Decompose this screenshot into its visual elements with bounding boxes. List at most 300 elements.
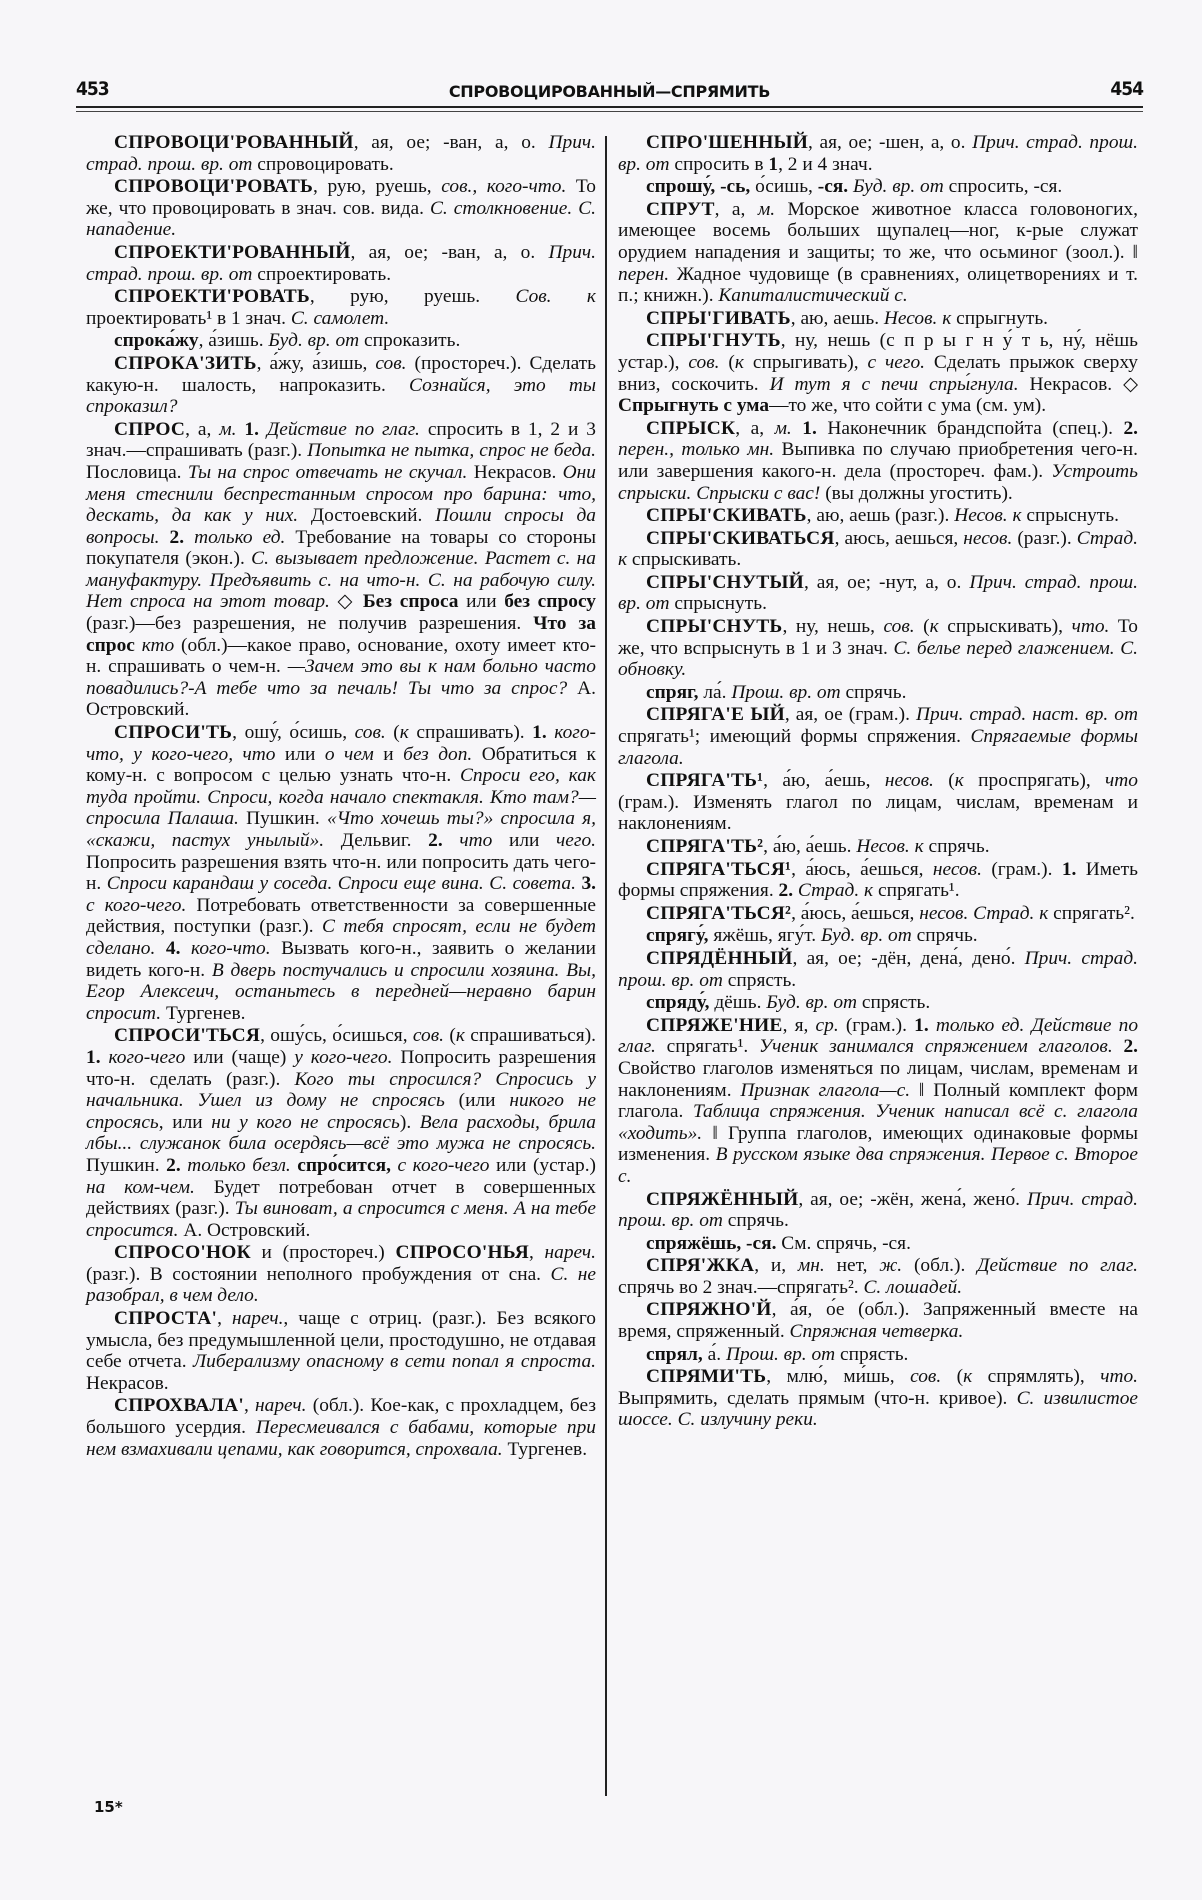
dictionary-entry bbox=[618, 903, 1138, 925]
entry-text: спрыскивать), bbox=[938, 616, 1072, 638]
entry-headword: СПРЯГА'Е ЫЙ bbox=[646, 704, 785, 726]
entry-text: Достоевский. bbox=[298, 505, 436, 527]
entry-headword: СПРЯЖЁННЫЙ bbox=[646, 1188, 799, 1210]
entry-text: Пушкин. bbox=[86, 1154, 167, 1176]
entry-text: Спроси карандаш у соседа. Спроси еще вина. С. совета. bbox=[106, 873, 576, 895]
entry-text: м. bbox=[774, 417, 792, 439]
dictionary-entry bbox=[618, 1299, 1138, 1342]
dictionary-entry bbox=[618, 132, 1138, 175]
entry-text: ( bbox=[914, 616, 930, 638]
entry-headword: СПРОСТА' bbox=[114, 1308, 218, 1330]
entry-text: Спряжная четверка. bbox=[789, 1321, 964, 1343]
entry-text: нареч. bbox=[544, 1242, 596, 1264]
entry-text: , ну, нешь, bbox=[782, 616, 884, 638]
entry-headword: СПРО'ШЕННЫЙ bbox=[646, 132, 809, 153]
printer-signature: 15* bbox=[94, 1798, 123, 1816]
dictionary-entry bbox=[618, 1233, 1138, 1255]
entry-text: Жадное чудовище (в сравнениях, олицетворениях и т. п.; книжн.). bbox=[618, 263, 1138, 307]
entry-text: спрошу́, -сь, bbox=[646, 176, 751, 198]
entry-headword: СПРЯГА'ТЬ² bbox=[646, 836, 764, 857]
entry-headword: СПРЫ'СКИВАТЬ bbox=[646, 505, 807, 527]
entry-text: 1. bbox=[532, 722, 555, 744]
entry-text: сов. bbox=[375, 352, 407, 374]
entry-text: Несов. к bbox=[954, 505, 1022, 527]
dictionary-entry bbox=[618, 859, 1138, 902]
entry-text: (грам.). bbox=[838, 1014, 915, 1036]
entry-headword: СПРОСО'НОК bbox=[114, 1242, 251, 1264]
entry-text: спрягать¹. bbox=[655, 1036, 760, 1058]
entry-text: м. bbox=[219, 418, 237, 440]
dictionary-entry bbox=[618, 308, 1138, 330]
entry-headword: СПРЫ'СНУТЬ bbox=[646, 616, 783, 638]
entry-text: С. столкновение. С. нападение. bbox=[86, 197, 596, 241]
entry-text: А. Островский. bbox=[178, 1219, 311, 1241]
entry-text: Сознайся, это ты спроказил? bbox=[86, 374, 596, 418]
entry-text: ж. bbox=[879, 1255, 903, 1277]
entry-text: Буд. вр. от bbox=[821, 925, 912, 947]
entry-text: спрячь. bbox=[722, 1210, 789, 1232]
entry-text: сов. bbox=[910, 1366, 942, 1388]
entry-text: , и, bbox=[754, 1255, 798, 1277]
entry-text: спрячь. bbox=[911, 925, 978, 947]
entry-text: (обл.). Кое-как, с прохладцем, без большого усердия. bbox=[86, 1395, 596, 1439]
dictionary-entry bbox=[618, 199, 1138, 307]
page-header bbox=[76, 74, 1143, 114]
entry-text: Несов. к bbox=[883, 307, 952, 329]
entry-text: А. Островский. bbox=[86, 677, 596, 721]
entry-text: Иметь формы спряжения. bbox=[618, 858, 1138, 902]
entry-text: сов. bbox=[688, 351, 720, 373]
entry-text: никого не спросясь bbox=[86, 1090, 596, 1133]
entry-text: спросить в bbox=[669, 153, 769, 175]
entry-headword: СПРОЕКТИ'РОВАТЬ bbox=[114, 286, 310, 308]
entry-text: спрягать². bbox=[1048, 902, 1135, 924]
entry-text: м. bbox=[757, 198, 776, 220]
entry-text: (грам.). Изменять глагол по лицам, числам, временам и наклонениям. bbox=[618, 791, 1138, 835]
entry-text: , ая, ое; -шен, а, о. bbox=[808, 132, 973, 153]
entry-text: Некрасов. ◇ bbox=[1018, 373, 1138, 395]
entry-headword: СПРЫ'ГИВАТЬ bbox=[646, 307, 791, 329]
entry-text: Дельвиг. bbox=[324, 830, 429, 851]
entry-text: Спроси его, как туда пройти. Спроси, когда начало спектакля. Кто там?—спросила Палаша. bbox=[86, 765, 596, 830]
entry-text: только ед. bbox=[194, 526, 286, 548]
entry-text: Признак глагола—с. bbox=[740, 1079, 911, 1101]
entry-text: кого-что, у кого-чего, что bbox=[86, 722, 597, 765]
entry-text: или (устар.) bbox=[489, 1154, 597, 1176]
dictionary-entry bbox=[618, 992, 1138, 1014]
entry-text: ( bbox=[444, 1025, 456, 1047]
entry-text: у кого-чего. bbox=[294, 1046, 393, 1068]
entry-text: Тургенев. bbox=[502, 1438, 588, 1460]
dictionary-entry bbox=[86, 242, 596, 285]
dictionary-entry bbox=[86, 1308, 596, 1394]
entry-text: (простореч.). Сделать какую-н. шалость, напроказить. bbox=[86, 352, 596, 396]
dictionary-entry bbox=[618, 770, 1138, 835]
entry-text: , а́я, о́е (обл.). Запряженный вместе на время, спряженный. bbox=[618, 1299, 1138, 1343]
entry-text: , ну, нешь (с п р ы г н у́ т ь, ну́, нёшь устар.), bbox=[618, 330, 1138, 373]
dictionary-entry bbox=[86, 722, 596, 1024]
entry-text: с кого-чего. bbox=[86, 894, 187, 916]
entry-text: с чего. bbox=[867, 351, 925, 373]
entry-text: Прич. страд. прош. вр. от bbox=[618, 947, 1138, 991]
dictionary-entry bbox=[618, 925, 1138, 947]
entry-text: спрячь. bbox=[923, 836, 990, 857]
entry-text: 1 bbox=[768, 153, 779, 175]
entry-text: —то же, что сойти с ума (см. ум). bbox=[769, 395, 1047, 417]
entry-text: 2. bbox=[428, 830, 460, 851]
dictionary-entry bbox=[86, 1395, 596, 1460]
entry-text: , bbox=[528, 1242, 545, 1264]
entry-text: Таблица спряжения. Ученик написал всё с. глагола «ходить». bbox=[618, 1101, 1138, 1144]
entry-text: несов. bbox=[963, 527, 1013, 549]
entry-text: сов. bbox=[354, 722, 386, 744]
entry-text: Устроить спрыски. Спрыски с вас! bbox=[618, 460, 1138, 504]
entry-text: С. самолет. bbox=[290, 307, 390, 329]
entry-headword: СПРЫ'СНУТЫЙ bbox=[646, 571, 804, 593]
entry-text: , ая, ое; -ван, а, о. bbox=[353, 132, 549, 153]
entry-text: спрыснуть. bbox=[669, 593, 767, 615]
entry-text: Несов. к bbox=[856, 836, 924, 857]
entry-text: 2. bbox=[1123, 417, 1138, 439]
entry-text: Буд. вр. от bbox=[766, 992, 858, 1014]
entry-text: , ая, ое; -нут, а, о. bbox=[803, 571, 970, 593]
entry-text: 1. bbox=[914, 1014, 936, 1036]
entry-headword: СПРЫ'ГНУТЬ bbox=[646, 330, 781, 352]
entry-text: или bbox=[492, 830, 557, 851]
entry-text: С. не разобрал, в чем дело. bbox=[86, 1263, 596, 1307]
entry-text: С. вызывает предложение. Растет с. на мануфактуру. Предъявить с. на что-н. С. на рабочую силу. Нет спроса на этот товар. bbox=[86, 548, 596, 613]
entry-text: , рую, руешь, bbox=[313, 176, 442, 198]
entry-text: 1. bbox=[236, 418, 267, 440]
entry-text: Прич. страд. прош. вр. от bbox=[618, 1188, 1138, 1232]
dictionary-entry bbox=[618, 1255, 1138, 1298]
entry-text: , 2 и 4 знач. bbox=[778, 153, 873, 175]
entry-text: спрока́жу bbox=[114, 330, 199, 352]
entry-text: , аю, аешь. bbox=[790, 307, 884, 329]
entry-text: , а́зишь. bbox=[198, 330, 269, 352]
entry-text: ( bbox=[933, 770, 955, 792]
entry-text: перен. bbox=[618, 263, 670, 285]
entry-text: спрыснуть. bbox=[1021, 505, 1119, 527]
entry-text: -ся. bbox=[817, 176, 853, 198]
entry-text: С. извилистое шоссе. С. излучину реки. bbox=[618, 1387, 1138, 1431]
entry-text: В русском языке два спряжения. Первое с. Второе с. bbox=[618, 1144, 1138, 1187]
entry-text: ‖ Группа глаголов, имеющих одинаковые формы изменения. bbox=[618, 1122, 1138, 1166]
entry-text: спрыгивать), bbox=[743, 351, 868, 373]
entry-text: кого-что. bbox=[191, 937, 271, 959]
entry-text: ( bbox=[719, 351, 735, 373]
entry-text: спрашиваться). bbox=[464, 1025, 596, 1047]
dictionary-entry bbox=[86, 330, 596, 352]
entry-text: ни у кого не спросясь bbox=[211, 1111, 400, 1133]
entry-text: перен., только мн. bbox=[618, 439, 775, 461]
entry-text: или bbox=[275, 743, 325, 765]
entry-text: нет, bbox=[824, 1255, 880, 1277]
entry-text: Морское животное класса головоногих, имеющее восемь больших щупалец—ног, к-рые служат орудием нападения и защиты; то же, что осьминог (зоол.). ‖ bbox=[618, 198, 1139, 263]
entry-text: Сов. к bbox=[515, 286, 596, 308]
entry-text: с кого-чего bbox=[397, 1154, 490, 1176]
entry-text: Выпивка по случаю приобретения чего-н. или завершения какого-н. дела (простореч. фам.). bbox=[618, 439, 1138, 482]
dictionary-entry bbox=[86, 176, 596, 241]
entry-text: проектировать¹ в 1 знач. bbox=[86, 307, 291, 329]
entry-text: что. bbox=[1100, 1366, 1138, 1388]
entry-text: Прич. страд. прош. вр. от bbox=[618, 132, 1139, 175]
entry-text: спроказить. bbox=[359, 330, 461, 352]
entry-headword: СПРЯМИ'ТЬ bbox=[646, 1366, 767, 1388]
entry-text: только ед. Действие по глаг. bbox=[618, 1014, 1139, 1058]
entry-text: (обл.)—какое право, основание, охоту имеет кто-н. спрашивать о чем-н. bbox=[86, 634, 596, 678]
entry-text: спрягу́, bbox=[646, 925, 709, 947]
entry-text: , млю́, ми́шь, bbox=[766, 1366, 911, 1388]
entry-text: С. лошадей. bbox=[863, 1276, 963, 1298]
entry-text: Буд. вр. от bbox=[268, 330, 360, 352]
entry-text: , а́ю, а́ешь. bbox=[763, 836, 857, 857]
dictionary-entry bbox=[618, 572, 1138, 615]
entry-headword: СПРОХВАЛА' bbox=[114, 1395, 244, 1417]
dictionary-entry bbox=[86, 132, 596, 175]
entry-text: яжёшь, ягу́т. bbox=[708, 925, 821, 947]
entry-text: спровоцировать. bbox=[252, 153, 394, 175]
entry-text: , ошу́, о́сишь, bbox=[232, 722, 355, 744]
entry-text: См. спрячь, -ся. bbox=[776, 1232, 911, 1254]
entry-text: В дверь постучались и спросили хозяина. Вы, Егор Алексеич, останьтесь в передней—неравно барин спросит. bbox=[86, 959, 596, 1024]
entry-text: Вызвать кого-н., заявить о желании видеть кого-н. bbox=[86, 937, 596, 981]
entry-text: спросить, -ся. bbox=[943, 176, 1063, 198]
entry-text: Прош. вр. от bbox=[731, 681, 841, 703]
entry-text: без спросу bbox=[504, 591, 596, 613]
entry-text: а́. bbox=[702, 1343, 726, 1365]
entry-text: Что за спрос bbox=[86, 613, 596, 656]
entry-headword: СПРОКА'ЗИТЬ bbox=[114, 352, 257, 374]
entry-text: спрыгнуть. bbox=[951, 307, 1049, 329]
entry-text: Будет потребован отчет в совершенных действиях (разг.). bbox=[86, 1176, 596, 1220]
entry-text: Пушкин. bbox=[238, 808, 327, 830]
entry-headword: СПРЯГА'ТЬСЯ² bbox=[646, 902, 792, 924]
header-rule-thick bbox=[76, 106, 1143, 108]
entry-text: 4. bbox=[155, 937, 191, 959]
entry-text: Выпрямить, сделать прямым (что-н. кривое). bbox=[618, 1387, 1017, 1409]
entry-text: спрашивать). bbox=[408, 722, 533, 744]
entry-text: И тут я с печи спры́гнула. bbox=[769, 373, 1019, 395]
column-divider bbox=[605, 136, 607, 1796]
dictionary-entry bbox=[618, 528, 1138, 571]
entry-text: (разг.). bbox=[1012, 527, 1077, 549]
entry-text: несов. bbox=[932, 858, 982, 880]
entry-text: спроектировать. bbox=[252, 263, 392, 285]
entry-text: Капиталистический с. bbox=[718, 285, 908, 307]
entry-text: что bbox=[1105, 770, 1138, 792]
entry-text: спрясть. bbox=[857, 992, 931, 1014]
entry-text: , а, bbox=[185, 418, 220, 440]
entry-text: Прич. страд. прош. вр. от bbox=[86, 241, 596, 285]
entry-text: Спрыгнуть с ума bbox=[618, 395, 770, 417]
entry-headword: СПРЫСК bbox=[646, 417, 736, 439]
entry-text: что. bbox=[1071, 616, 1110, 638]
entry-text: , ая, ое; -жён, жена́, жено́. bbox=[798, 1188, 1027, 1210]
column-right bbox=[618, 132, 1138, 1432]
entry-text: или (чаще) bbox=[185, 1046, 295, 1068]
entry-text: 3. bbox=[575, 873, 597, 895]
entry-text: спрыскивать. bbox=[627, 549, 742, 571]
dictionary-entry bbox=[618, 836, 1138, 858]
entry-text: ( bbox=[385, 722, 400, 744]
entry-text: (вы должны угостить). bbox=[820, 482, 1013, 504]
dictionary-entry bbox=[618, 505, 1138, 527]
entry-text: ла́. bbox=[698, 681, 732, 703]
dictionary-entry bbox=[618, 948, 1138, 991]
entry-text: —Зачем это вы к нам больно часто повадились?-А тебе что за печаль! Ты что за спрос? bbox=[86, 656, 596, 699]
entry-headword: СПРЯ'ЖКА bbox=[646, 1255, 755, 1277]
entry-text: ). bbox=[399, 1111, 420, 1133]
entry-text: (обл.). bbox=[902, 1255, 978, 1277]
entry-text: , а́юсь, а́ешься, bbox=[791, 902, 920, 924]
entry-text: Действие по глаг. bbox=[266, 418, 420, 440]
dictionary-entry bbox=[618, 418, 1138, 504]
entry-text: к bbox=[963, 1366, 973, 1388]
entry-text: Спрягаемые формы глагола. bbox=[618, 726, 1138, 769]
dictionary-entry bbox=[618, 1344, 1138, 1366]
entry-text: спрял, bbox=[646, 1343, 703, 1365]
entry-text: к bbox=[734, 351, 744, 373]
entry-text: к bbox=[929, 616, 939, 638]
entry-text: (грам.). bbox=[981, 858, 1062, 880]
entry-text: Они меня стеснили беспрестанным спросом про барина: что, дескать, да как у них. bbox=[86, 461, 596, 527]
entry-text: к bbox=[399, 722, 409, 744]
entry-headword: СПРУТ bbox=[646, 198, 715, 220]
entry-text: Некрасов. bbox=[467, 461, 563, 483]
entry-text: Прич. страд. наст. вр. от bbox=[915, 704, 1138, 726]
entry-text: что bbox=[459, 830, 493, 851]
entry-text: ср. bbox=[815, 1014, 839, 1036]
entry-text: о чем bbox=[324, 743, 374, 765]
entry-text: , или bbox=[158, 1111, 212, 1133]
entry-text: без доп. bbox=[403, 743, 473, 765]
dictionary-entry bbox=[618, 704, 1138, 769]
entry-text: и (простореч.) bbox=[250, 1242, 396, 1264]
entry-text: 1. bbox=[791, 417, 828, 439]
entry-text: Вела расходы, брила лбы... служанок била осердясь—всё это мужа не спросясь. bbox=[86, 1111, 596, 1155]
entry-text: спрячь. bbox=[840, 681, 907, 703]
entry-text: 2. bbox=[159, 526, 195, 548]
entry-text: Прош. вр. от bbox=[725, 1343, 836, 1365]
page-number-left: 453 bbox=[76, 78, 109, 100]
dictionary-entry bbox=[618, 1366, 1138, 1431]
entry-text: Ты на спрос отвечать не скучал. bbox=[187, 461, 468, 483]
entry-text: Попросить разрешения взять что-н. или попросить дать чего-н. bbox=[86, 851, 596, 895]
entry-text: , аю, аешь (разг.). bbox=[806, 505, 955, 527]
dictionary-entry bbox=[86, 1242, 596, 1307]
column-left bbox=[86, 132, 596, 1461]
entry-text: на ком-чем. bbox=[86, 1176, 195, 1198]
entry-text: спрягать¹. bbox=[873, 880, 960, 902]
entry-text: спряду́, bbox=[646, 992, 710, 1014]
entry-text: Попытка не пытка, спрос не беда. bbox=[307, 440, 596, 462]
entry-text: дёшь. bbox=[709, 992, 767, 1014]
entry-text: Пословица. bbox=[86, 461, 188, 483]
entry-text: , а, bbox=[735, 417, 775, 439]
dictionary-entry bbox=[86, 286, 596, 329]
entry-headword: СПРЫ'СКИВАТЬСЯ bbox=[646, 527, 835, 549]
entry-text: мн. bbox=[797, 1255, 825, 1277]
entry-text: Страд. к bbox=[797, 880, 874, 902]
entry-text: сов. bbox=[412, 1025, 445, 1047]
entry-text: Пошли спросы да вопросы. bbox=[86, 505, 596, 548]
entry-text: Свойство глаголов изменяться по лицам, числам, временам и наклонениям. bbox=[618, 1057, 1138, 1101]
entry-text: Ученик занимался спряжением глаголов. bbox=[759, 1036, 1113, 1058]
entry-text: к bbox=[455, 1025, 465, 1047]
entry-headword: СПРОСИ'ТЬСЯ bbox=[114, 1025, 261, 1047]
entry-text: «Что хочешь ты?» спросила я, «скажи, пастух унылый». bbox=[86, 808, 596, 851]
entry-text: Буд. вр. от bbox=[852, 176, 944, 198]
entry-headword: СПРЯДЁННЫЙ bbox=[646, 947, 793, 969]
entry-text: нареч. bbox=[231, 1308, 284, 1330]
entry-text: Страд. к bbox=[618, 527, 1138, 571]
entry-headword: СПРОЕКТИ'РОВАННЫЙ bbox=[114, 241, 351, 263]
entry-text: (разг.). В состоянии неполного пробуждения от сна. bbox=[86, 1263, 551, 1285]
entry-text: Прич. страд. прош. вр. от bbox=[86, 132, 596, 175]
entry-text: , аюсь, аешься, bbox=[834, 527, 964, 549]
entry-text: Ты виноват, а спросится с меня. А на тебе спросится. bbox=[86, 1198, 596, 1241]
entry-headword: СПРОСО'НЬЯ bbox=[395, 1242, 529, 1264]
entry-text: 2. bbox=[778, 880, 798, 902]
entry-text: , рую, руешь. bbox=[309, 286, 516, 308]
entry-text: Обратиться к кому-н. с вопросом с целью узнать что-н. bbox=[86, 743, 596, 787]
entry-text: только безл. bbox=[187, 1154, 291, 1176]
dictionary-entry bbox=[618, 616, 1138, 681]
entry-text: сов., кого-что. bbox=[441, 176, 567, 198]
entry-text: сов. bbox=[883, 616, 915, 638]
entry-text: к bbox=[954, 770, 964, 792]
entry-text: спрясть. bbox=[835, 1343, 909, 1365]
dictionary-entry bbox=[618, 330, 1138, 416]
entry-text: Сделать прыжок сверху вниз, соскочить. bbox=[618, 351, 1138, 395]
running-title: СПРОВОЦИРОВАННЫЙ—СПРЯМИТЬ bbox=[448, 82, 771, 101]
entry-text: кто bbox=[134, 634, 175, 656]
entry-text: нареч. bbox=[255, 1395, 307, 1417]
entry-text: , а́жу, а́зишь, bbox=[256, 352, 376, 374]
entry-text: , ая, ое (грам.). bbox=[784, 704, 916, 726]
dictionary-entry bbox=[86, 1025, 596, 1241]
entry-headword: СПРОСИ'ТЬ bbox=[114, 722, 233, 744]
entry-headword: СПРОС bbox=[114, 418, 186, 440]
entry-text: ‖ Полный комплект форм глагола. bbox=[618, 1079, 1139, 1123]
entry-text: , ая, ое; -ван, а, о. bbox=[350, 241, 549, 263]
entry-text: спро́сится, bbox=[290, 1154, 398, 1176]
entry-text: Некрасов. bbox=[86, 1372, 169, 1394]
entry-text: спрямлять), bbox=[972, 1366, 1101, 1388]
entry-text: спрячь во 2 знач.—спрягать². bbox=[618, 1276, 864, 1298]
entry-text: Потребовать ответственности за совершенные действия, поступки (разг.). bbox=[86, 894, 596, 938]
entry-text: спросить в 1, 2 и 3 знач.—спрашивать (разг.). bbox=[86, 418, 596, 462]
entry-text: , чаще с отриц. (разг.). Без всякого умысла, без предумышленной цели, простодушно, не отдавая себе отчета. bbox=[86, 1308, 596, 1373]
entry-text: , ошу́сь, о́сишься, bbox=[260, 1025, 413, 1047]
entry-text: , ая, ое; -дён, дена́, дено́. bbox=[792, 947, 1025, 969]
entry-headword: СПРЯГА'ТЬ¹ bbox=[646, 770, 764, 792]
dictionary-entry bbox=[618, 1189, 1138, 1232]
dictionary-entry bbox=[618, 1015, 1138, 1188]
entry-text: Требование на товары со стороны покупателя (экон.). bbox=[86, 526, 596, 570]
entry-text: спряг, bbox=[646, 681, 699, 703]
entry-text: То же, что вспрыснуть в 1 и 3 знач. bbox=[618, 616, 1138, 659]
entry-text: 1. bbox=[1061, 858, 1077, 880]
entry-text: проспрягать), bbox=[963, 770, 1106, 792]
entry-headword: СПРЯЖНО'Й bbox=[646, 1299, 772, 1321]
entry-headword: СПРОВОЦИ'РОВАТЬ bbox=[114, 176, 314, 198]
entry-text: (разг.)—без разрешения, не получив разрешения. bbox=[86, 613, 534, 635]
entry-text: ( bbox=[941, 1366, 964, 1388]
entry-text: и bbox=[373, 743, 404, 765]
entry-text: , а, bbox=[714, 198, 758, 220]
